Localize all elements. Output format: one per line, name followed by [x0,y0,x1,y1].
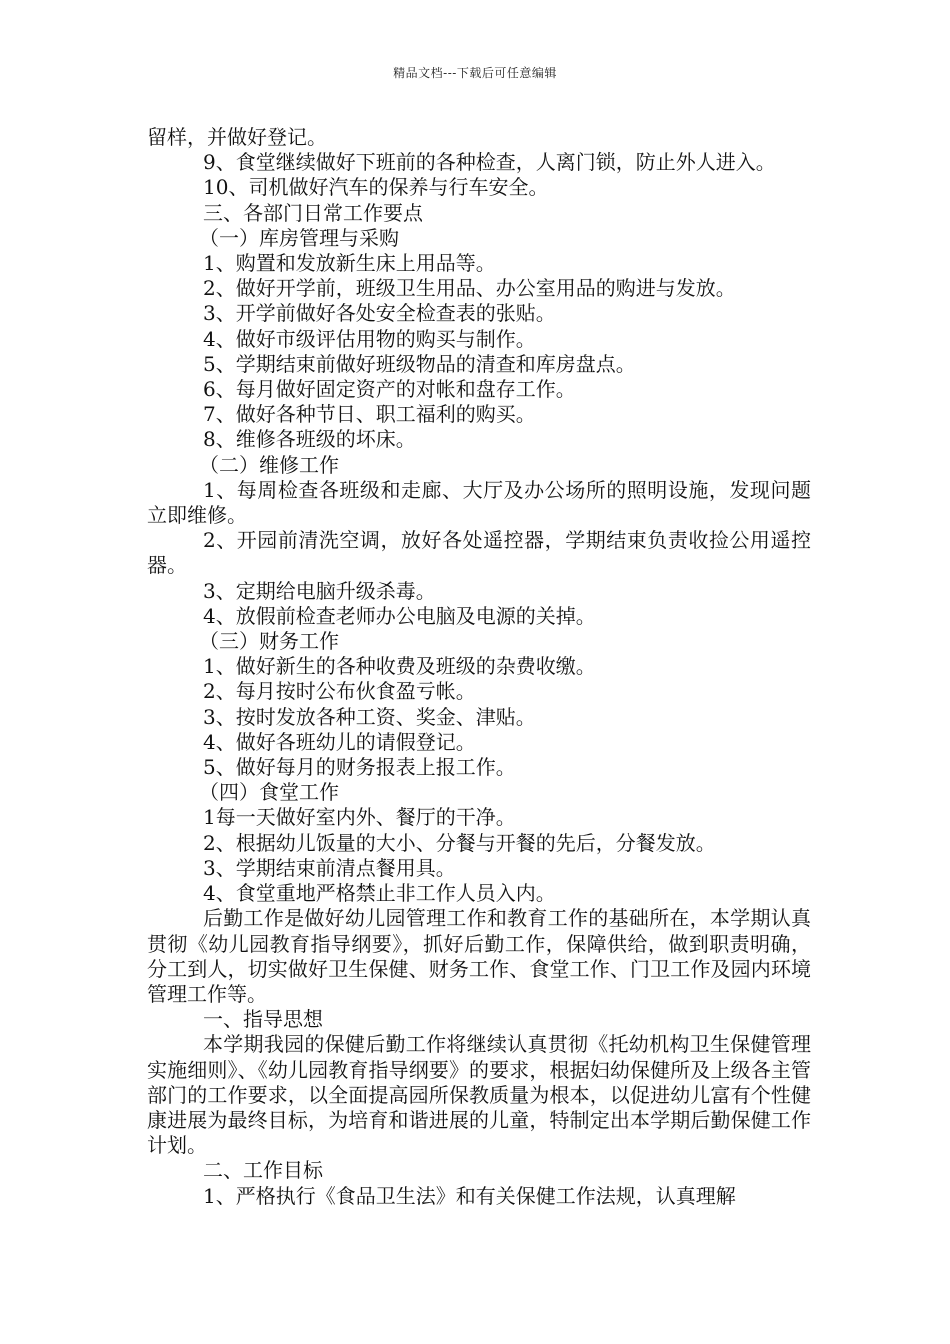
paragraph: 3、开学前做好各处安全检查表的张贴。 [203,301,556,326]
paragraph: 1每一天做好室内外、餐厅的干净。 [203,805,516,830]
paragraph: 5、学期结束前做好班级物品的清查和库房盘点。 [203,351,636,376]
paragraph: 1、每周检查各班级和走廊、大厅及办公场所的照明设施，发现问题立即维修。 [147,477,811,528]
paragraph: 1、严格执行《食品卫生法》和有关保健工作法规，认真理解 [203,1183,736,1208]
paragraph: 1、购置和发放新生床上用品等。 [203,251,496,276]
paragraph: 2、根据幼儿饭量的大小、分餐与开餐的先后，分餐发放。 [203,830,716,855]
page-header: 精品文档---下载后可任意编辑 [393,66,557,80]
paragraph: 2、开园前清洗空调，放好各处遥控器，学期结束负责收捡公用遥控器。 [147,528,811,578]
paragraph: 2、每月按时公布伙食盈亏帐。 [203,679,476,704]
paragraph: （二）维修工作 [199,452,339,477]
paragraph: 留样，并做好登记。 [147,125,327,149]
paragraph: 4、食堂重地严格禁止非工作人员入内。 [203,881,556,906]
paragraph: （一）库房管理与采购 [199,225,399,250]
paragraph: 3、学期结束前清点餐用具。 [203,855,456,880]
paragraph: 本学期我园的保健后勤工作将继续认真贯彻《托幼机构卫生保健管理实施细则》、《幼儿园教育指导纲要》的要求，根据妇幼保健所及上级各主管部门的工作要求，以全面提高园所保教质量为根本，以促进幼儿富有个性健康进展为最终目标，为培育和谐进展的儿童，特制定出本学期后勤保健工作计划。 [147,1032,811,1158]
paragraph: 1、做好新生的各种收费及班级的杂费收缴。 [203,654,596,679]
paragraph: 3、定期给电脑升级杀毒。 [203,578,436,603]
paragraph: 二、工作目标 [203,1158,323,1183]
paragraph: 一、指导思想 [203,1007,323,1032]
paragraph: 后勤工作是做好幼儿园管理工作和教育工作的基础所在，本学期认真贯彻《幼儿园教育指导纲要》，抓好后勤工作，保障供给，做到职责明确，分工到人，切实做好卫生保健、财务工作、食堂工作、门卫工作及园内环境管理工作等。 [147,906,811,1006]
paragraph: 7、做好各种节日、职工福利的购买。 [203,402,536,427]
paragraph: 4、放假前检查老师办公电脑及电源的关掉。 [203,603,596,628]
paragraph: 9、食堂继续做好下班前的各种检查，人离门锁，防止外人进入。 [203,150,776,175]
document-body [147,125,811,1209]
paragraph: 3、按时发放各种工资、奖金、津贴。 [203,704,536,729]
paragraph: 10、司机做好汽车的保养与行车安全。 [203,175,549,200]
paragraph: （四）食堂工作 [199,780,339,805]
paragraph: 5、做好每月的财务报表上报工作。 [203,755,516,780]
paragraph: （三）财务工作 [199,629,339,654]
paragraph: 2、做好开学前，班级卫生用品、办公室用品的购进与发放。 [203,276,736,301]
paragraph: 4、做好各班幼儿的请假登记。 [203,729,476,754]
paragraph: 三、各部门日常工作要点 [203,200,423,225]
paragraph: 6、每月做好固定资产的对帐和盘存工作。 [203,377,576,402]
paragraph: 8、维修各班级的坏床。 [203,427,416,452]
paragraph: 4、做好市级评估用物的购买与制作。 [203,326,536,351]
